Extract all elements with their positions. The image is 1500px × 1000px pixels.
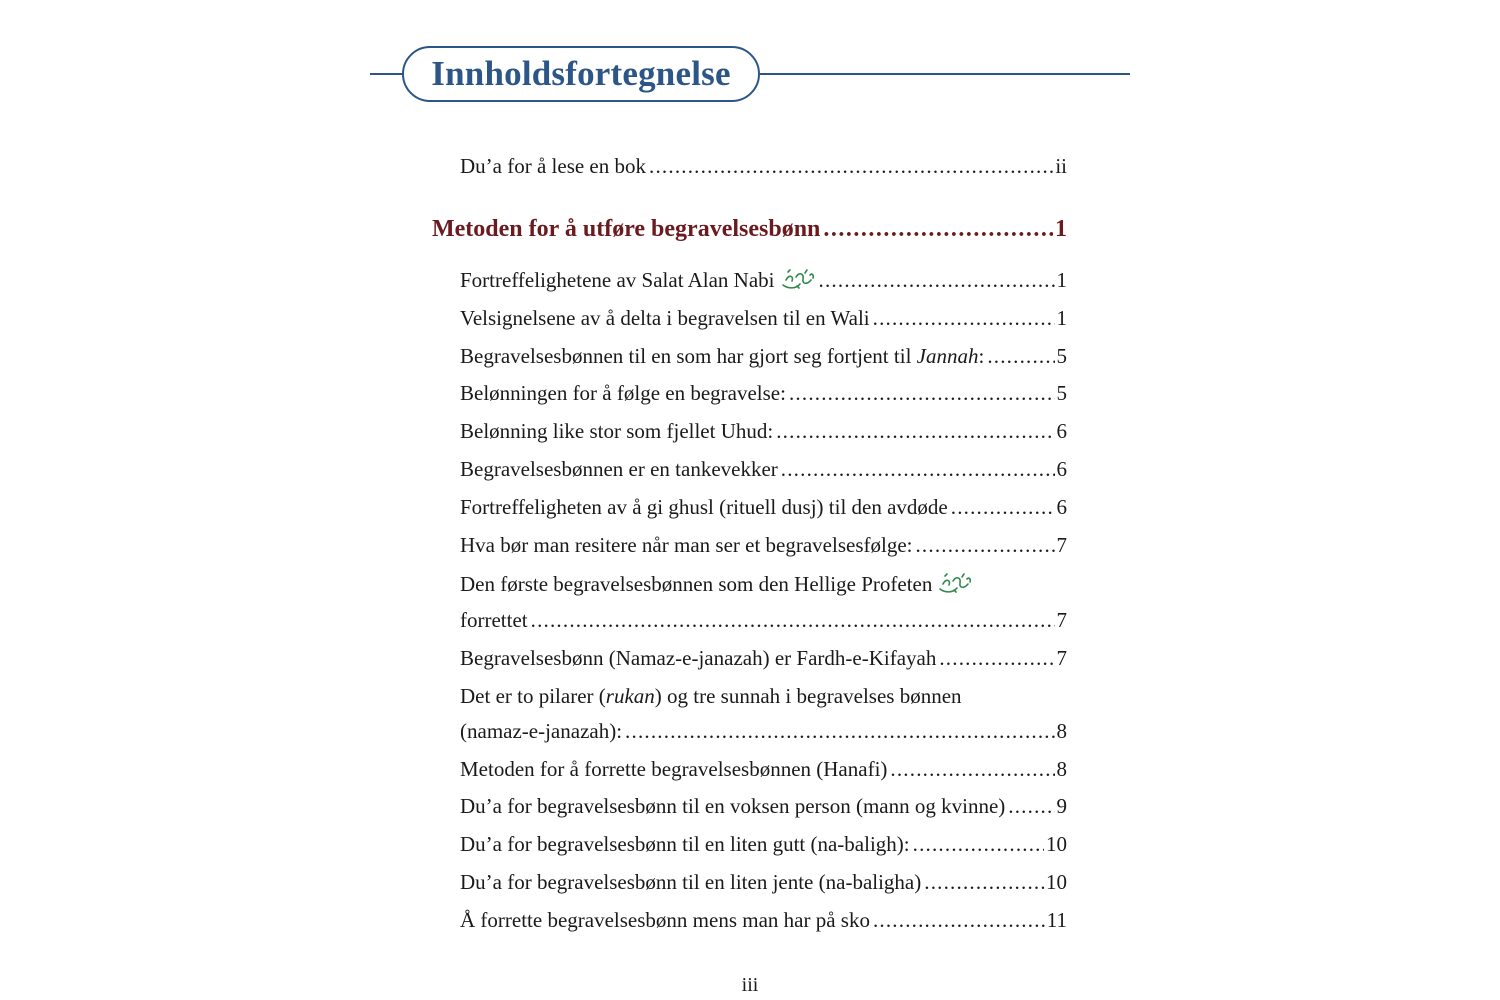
toc-entry-label: Hva bør man resitere når man ser et begravelsesfølge: <box>460 533 913 557</box>
toc-entry-label-italic: Jannah <box>916 344 979 368</box>
toc-entry[interactable] <box>460 607 1067 633</box>
toc-entry[interactable] <box>460 869 1067 895</box>
toc-entry-page: 6 <box>1056 419 1067 443</box>
toc-entry[interactable] <box>460 380 1067 406</box>
toc-entry-page: 1 <box>1056 306 1067 330</box>
leader-dots <box>776 418 1054 444</box>
toc-entry[interactable] <box>460 907 1067 933</box>
toc-entry-page: 7 <box>1056 646 1067 670</box>
toc-entry[interactable] <box>460 831 1067 857</box>
salawat-calligraphy-icon <box>780 268 816 290</box>
leader-dots <box>939 645 1054 671</box>
leader-dots <box>625 718 1054 744</box>
toc-entry-label: Fortreffelighetene av Salat Alan Nabi <box>460 268 775 292</box>
toc-entry-label-italic: rukan <box>605 684 655 708</box>
toc-entry-label-end: : <box>978 344 985 368</box>
toc-entry-page: 1 <box>1056 268 1067 292</box>
toc-entry-page: 9 <box>1056 794 1067 818</box>
toc-entry[interactable] <box>460 343 1067 369</box>
toc-entry-page: 7 <box>1056 533 1067 557</box>
toc-entry-page: 6 <box>1056 457 1067 481</box>
toc-entry[interactable] <box>460 267 1067 293</box>
toc-entry[interactable] <box>460 418 1067 444</box>
toc-entry-page: 8 <box>1056 757 1067 781</box>
leader-dots <box>873 305 1055 331</box>
toc-entry[interactable] <box>460 532 1067 558</box>
toc-entry-label: Metoden for å forrette begravelsesbønnen (Hanafi) <box>460 757 888 781</box>
toc-entry-label-line1: Den første begravelsesbønnen som den Hellige Profeten <box>460 572 933 596</box>
toc-entry-label: Du’a for begravelsesbønn til en liten jente (na-baligha) <box>460 870 922 894</box>
toc-entry-label: Begravelsesbønn (Namaz-e-janazah) er Fardh-e-Kifayah <box>460 646 937 670</box>
toc-entry-label: Velsignelsene av å delta i begravelsen til en Wali <box>460 306 870 330</box>
leader-dots <box>987 343 1054 369</box>
toc-entry-first-line[interactable] <box>460 571 973 597</box>
toc-entry-label: Du’a for begravelsesbønn til en voksen person (mann og kvinne) <box>460 794 1006 818</box>
toc-entry[interactable] <box>460 305 1067 331</box>
leader-dots <box>913 831 1044 857</box>
toc-entry-page: 7 <box>1056 608 1067 632</box>
leader-dots <box>1008 793 1054 819</box>
leader-dots <box>789 380 1055 406</box>
leader-dots <box>873 907 1045 933</box>
toc-entry-label: Du’a for begravelsesbønn til en liten gutt (na-baligh): <box>460 832 910 856</box>
toc-entry[interactable] <box>460 718 1067 744</box>
toc-entry-label: Belønningen for å følge en begravelse: <box>460 381 786 405</box>
toc-entry[interactable] <box>460 793 1067 819</box>
toc-entry-page: ii <box>1055 154 1067 178</box>
toc-entry[interactable] <box>460 645 1067 671</box>
toc-entry[interactable] <box>460 153 1067 179</box>
page-title: Innholdsfortegnelse <box>431 54 731 93</box>
toc-entry-label: Begravelsesbønnen til en som har gjort seg fortjent til <box>460 344 917 368</box>
page-number: iii <box>741 974 759 996</box>
toc-entry-page: 10 <box>1046 832 1067 856</box>
toc-chapter-label: Metoden for å utføre begravelsesbønn <box>432 216 821 242</box>
toc-entry-label: (namaz-e-janazah): <box>460 719 623 743</box>
leader-dots <box>915 532 1054 558</box>
leader-dots <box>781 456 1055 482</box>
toc-entry-first-line[interactable] <box>460 683 962 709</box>
toc-entry-page: 5 <box>1056 344 1067 368</box>
toc-chapter-page: 1 <box>1055 216 1067 242</box>
toc-entry-page: 10 <box>1046 870 1067 894</box>
toc-entry[interactable] <box>460 494 1067 520</box>
toc-entry-label-line1-end: ) og tre sunnah i begravelses bønnen <box>654 684 962 708</box>
toc-entry-label: Fortreffeligheten av å gi ghusl (rituell dusj) til den avdøde <box>460 495 948 519</box>
leader-dots <box>531 607 1055 633</box>
leader-dots <box>890 756 1054 782</box>
toc-chapter-entry[interactable] <box>432 216 1067 242</box>
toc-entry-page: 8 <box>1056 719 1067 743</box>
salawat-calligraphy-icon <box>937 572 973 594</box>
leader-dots <box>819 267 1055 293</box>
toc-entry[interactable] <box>460 756 1067 782</box>
leader-dots <box>924 869 1044 895</box>
leader-dots <box>951 494 1055 520</box>
leader-dots <box>649 153 1053 179</box>
toc-entry-label: Begravelsesbønnen er en tankevekker <box>460 457 778 481</box>
leader-dots <box>823 216 1053 242</box>
toc-entry-page: 6 <box>1056 495 1067 519</box>
toc-entry[interactable] <box>460 456 1067 482</box>
toc-entry-label: forrettet <box>460 608 528 632</box>
toc-entry-label-line1: Det er to pilarer ( <box>460 684 606 708</box>
toc-entry-label: Å forrette begravelsesbønn mens man har på sko <box>460 908 870 932</box>
toc-entry-label: Belønning like stor som fjellet Uhud: <box>460 419 774 443</box>
toc-entry-page: 5 <box>1056 381 1067 405</box>
toc-entry-label: Du’a for å lese en bok <box>460 154 647 178</box>
toc-entry-page: 11 <box>1046 908 1067 932</box>
